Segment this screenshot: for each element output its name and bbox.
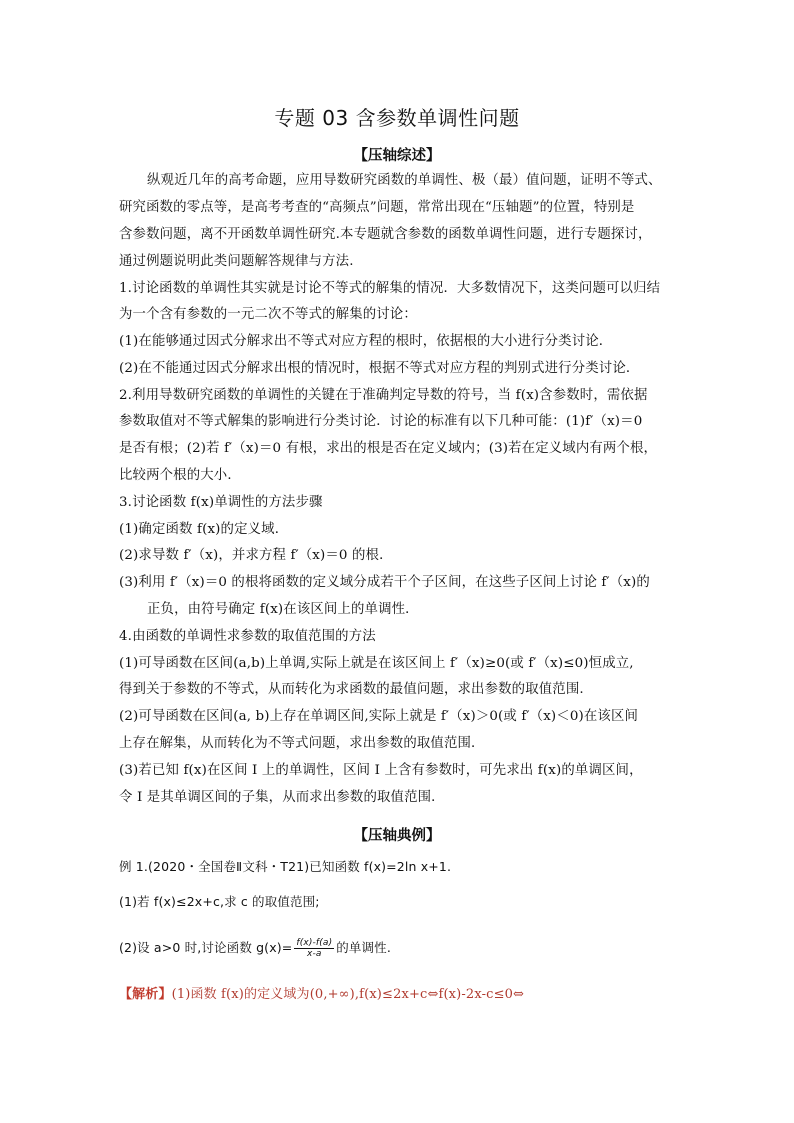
point4-line: (2)可导函数在区间(a, b)上存在单调区间,实际上就是 f′（x)＞0(或 f′（x)＜0)在该区间 xyxy=(119,709,639,724)
section-heading-overview: 【压轴综述】 xyxy=(353,148,441,164)
fraction-numerator: f(x)-f(a) xyxy=(296,938,333,948)
example-line: 例 1.(2020・全国卷Ⅱ文科・T21)已知函数 f(x)=2ln x+1. xyxy=(119,859,452,874)
point4-line: (3)若已知 f(x)在区间 I 上的单调性，区间 I 上含有参数时，可先求出 f(x)的单调区间， xyxy=(119,763,643,778)
point2-line: 参数取值对不等式解集的影响进行分类讨论．讨论的标准有以下几种可能：(1)f′（x)＝0 xyxy=(119,414,643,429)
example-line3-before: (2)设 a>0 时,讨论函数 g(x)= xyxy=(119,940,293,955)
section-heading-examples: 【压轴典例】 xyxy=(353,828,441,844)
intro-line: 通过例题说明此类问题解答规律与方法. xyxy=(119,254,354,269)
point1-line: 1.讨论函数的单调性其实就是讨论不等式的解集的情况．大多数情况下，这类问题可以归结 xyxy=(119,281,661,296)
analysis-label: 【解析】 xyxy=(119,987,172,1002)
point1-line: (1)在能够通过因式分解求出不等式对应方程的根时，依据根的大小进行分类讨论． xyxy=(119,334,613,349)
example-line3-after: 的单调性. xyxy=(336,940,391,955)
page-title: 专题 03 含参数单调性问题 xyxy=(274,106,520,130)
point4-line: 得到关于参数的不等式，从而转化为求函数的最值问题，求出参数的取值范围. xyxy=(119,682,584,697)
point2-line: 2.利用导数研究函数的单调性的关键在于准确判定导数的符号，当 f(x)含参数时，需依据 xyxy=(119,388,648,403)
point4-line: 上存在解集，从而转化为不等式问题，求出参数的取值范围． xyxy=(119,736,485,751)
point3-line: 正负，由符号确定 f(x)在该区间上的单调性． xyxy=(147,602,419,617)
intro-line: 纵观近几年的高考命题，应用导数研究函数的单调性、极（最）值问题，证明不等式、 xyxy=(147,173,662,188)
point1-line: 为一个含有参数的一元二次不等式的解集的讨论： xyxy=(119,307,417,322)
point3-line: (2)求导数 f′（x)，并求方程 f′（x)＝0 的根． xyxy=(119,548,393,563)
example-line-3 xyxy=(119,938,391,959)
example-line: (1)若 f(x)≤2x+c,求 c 的取值范围; xyxy=(119,894,320,909)
point3-line: (1)确定函数 f(x)的定义域． xyxy=(119,522,289,537)
fraction xyxy=(294,938,334,959)
point1-line: (2)在不能通过因式分解求出根的情况时，根据不等式对应方程的判别式进行分类讨论． xyxy=(119,361,640,376)
point3-line: 3.讨论函数 f(x)单调性的方法步骤 xyxy=(119,495,323,510)
analysis-text: (1)函数 f(x)的定义域为(0,+∞),f(x)≤2x+c⇔f(x)-2x-c≤0⇔ xyxy=(171,987,525,1002)
intro-line: 含参数问题，离不开函数单调性研究.本专题就含参数的函数单调性问题，进行专题探讨， xyxy=(119,227,652,242)
fraction-denominator: x-a xyxy=(307,949,322,959)
intro-line: 研究函数的零点等，是高考考查的“高频点”问题，常常出现在“压轴题”的位置，特别是 xyxy=(119,200,635,215)
point2-line: 比较两个根的大小． xyxy=(119,468,241,483)
point3-line: (3)利用 f′（x)＝0 的根将函数的定义域分成若干个子区间，在这些子区间上讨论 f′（x)的 xyxy=(119,575,650,590)
point4-line: 4.由函数的单调性求参数的取值范围的方法 xyxy=(119,629,376,644)
analysis-line xyxy=(119,986,524,1004)
point2-line: 是否有根；(2)若 f′（x)＝0 有根，求出的根是否在定义域内；(3)若在定义域内有两个根， xyxy=(119,441,658,456)
point4-line: (1)可导函数在区间(a,b)上单调,实际上就是在该区间上 f′（x)≥0(或 f′（x)≤0)恒成立, xyxy=(119,656,634,671)
point4-line: 令 I 是其单调区间的子集，从而求出参数的取值范围． xyxy=(119,790,445,805)
